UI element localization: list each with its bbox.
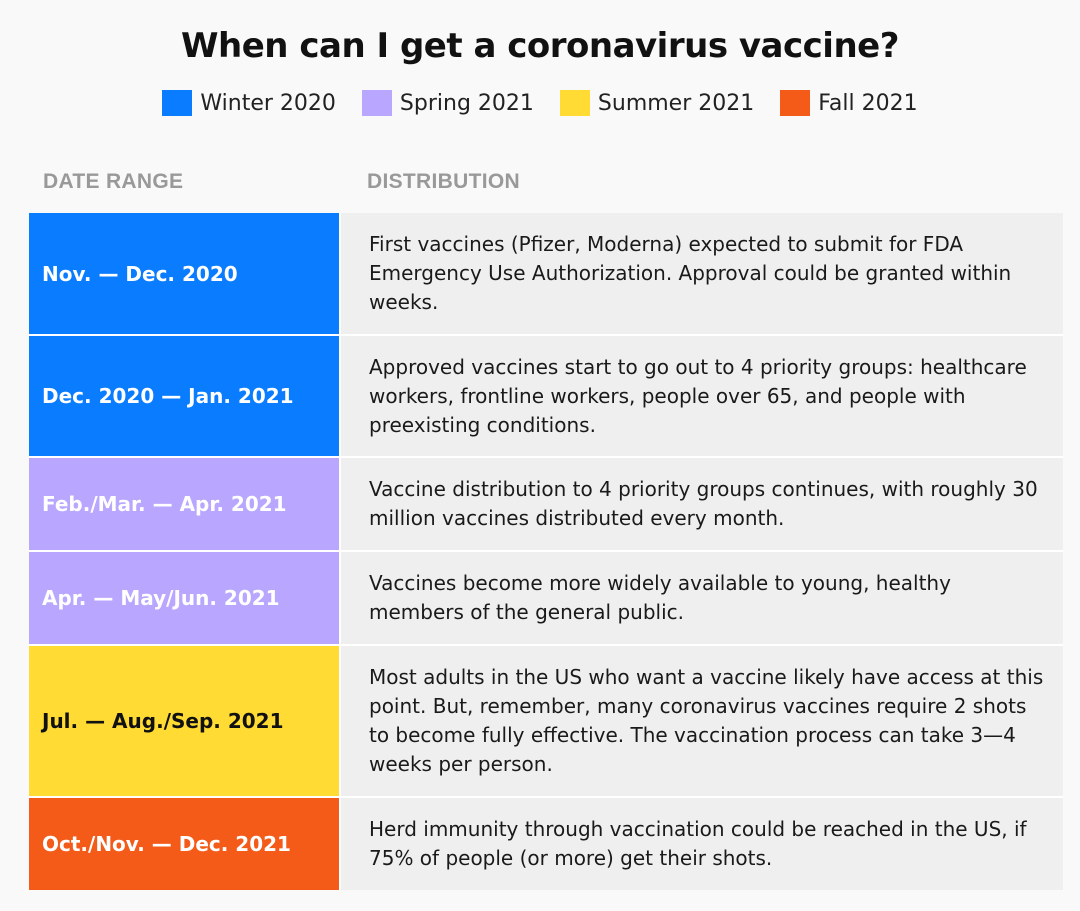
distribution-cell: Herd immunity through vaccination could be reached in the US, if 75% of people (or more) get their shots. [339,798,1063,890]
date-range-cell: Feb./Mar. — Apr. 2021 [29,458,339,550]
date-range-cell: Dec. 2020 — Jan. 2021 [29,336,339,456]
table-row [29,458,1063,552]
timeline-table [29,213,1063,890]
legend [0,90,1080,116]
column-header-distribution: DISTRIBUTION [367,170,520,193]
table-row [29,336,1063,458]
table-row [29,552,1063,646]
legend-item-spring-2021 [362,90,534,116]
distribution-cell: Approved vaccines start to go out to 4 priority groups: healthcare workers, frontline workers, people over 65, and people with preexisting conditions. [339,336,1063,456]
table-row [29,646,1063,798]
date-range-cell: Jul. — Aug./Sep. 2021 [29,646,339,796]
distribution-cell: Vaccines become more widely available to young, healthy members of the general public. [339,552,1063,644]
legend-swatch [362,90,392,116]
distribution-cell: Vaccine distribution to 4 priority groups continues, with roughly 30 million vaccines distributed every month. [339,458,1063,550]
column-header-date-range: DATE RANGE [43,170,184,193]
distribution-cell: Most adults in the US who want a vaccine likely have access at this point. But, remember, many coronavirus vaccines require 2 shots to become fully effective. The vaccination process can take 3—4 weeks per person. [339,646,1063,796]
legend-item-fall-2021 [780,90,917,116]
legend-item-winter-2020 [162,90,336,116]
legend-swatch [162,90,192,116]
legend-item-summer-2021 [560,90,754,116]
legend-label: Spring 2021 [399,90,534,116]
chart-title: When can I get a coronavirus vaccine? [181,26,899,66]
legend-label: Summer 2021 [597,90,755,116]
table-row [29,798,1063,890]
legend-label: Winter 2020 [200,90,336,116]
date-range-cell: Nov. — Dec. 2020 [29,213,339,334]
legend-swatch [560,90,590,116]
distribution-cell: First vaccines (Pfizer, Moderna) expected to submit for FDA Emergency Use Authorization. Approval could be granted within weeks. [339,213,1063,334]
date-range-cell: Oct./Nov. — Dec. 2021 [29,798,339,890]
date-range-cell: Apr. — May/Jun. 2021 [29,552,339,644]
legend-swatch [780,90,810,116]
table-row [29,213,1063,336]
legend-label: Fall 2021 [818,90,918,116]
